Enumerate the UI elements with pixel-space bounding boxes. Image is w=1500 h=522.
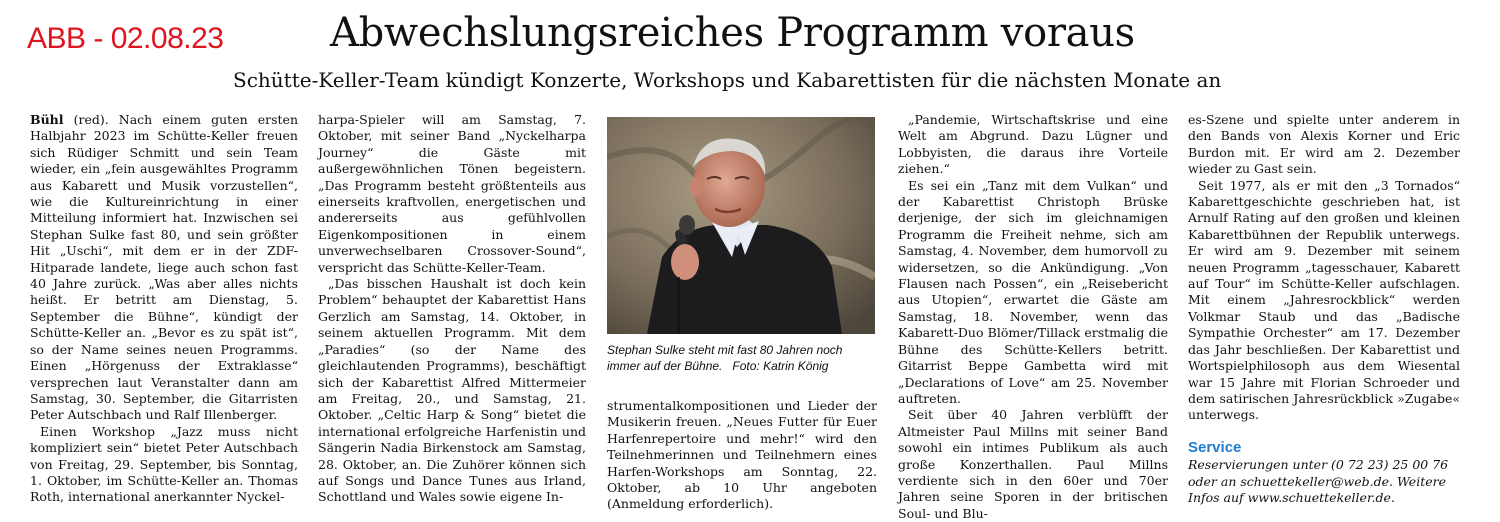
paragraph [30,112,298,424]
photo-stephan-sulke [607,117,875,334]
paragraph: Einen Workshop „Jazz muss nicht kompliziert sein“ bietet Peter Autschbach von Freitag, 29. September, bis Sonntag, 1. Oktober, im Schütte-Keller an. Thomas Roth, international anerkannter Nyckel- [30,423,298,505]
service-heading: Service [1188,438,1242,456]
article-column-3 [607,112,877,513]
subheadline: Schütte-Keller-Team kündigt Konzerte, Workshops und Kabarettisten für die nächsten Monate an [233,68,1222,92]
photo-caption [607,343,877,374]
service-info: Reservierungen unter (0 72 23) 25 00 76 oder an schuettekeller@web.de. Weitere Infos auf www.schuettekeller.de. [1188,457,1449,505]
paragraph: Seit 1977, als er mit den „3 Tornados“ Kabarettgeschichte geschrieben hat, ist Arnulf Rating auf den großen und kleinen Kabarettbühnen der Republik unterwegs. Er wird am 9. Dezember mit seinem neuen Programm „tagesschauer, Kabarett auf Tour“ im Schütte-Keller aufschlagen. Mit einem „Jahresrockblick“ werden Volkmar Staub und das „Badische Sympathie Orchester“ am 17. Dezember das Jahr beschließen. Der Kabarettist und Wortspielphilosoph aus dem Wiesental war 15 Jahre mit Florian Schroeder und dem satirischen Jahresrückblick »Zugabe« unterwegs. [1188,177,1460,423]
article-column-4 [898,112,1168,522]
photo-credit: Foto: Katrin König [732,358,829,373]
paragraph: Es sei ein „Tanz mit dem Vulkan“ und der Kabarettist Christoph Brüske derjenige, der sich im gleichnamigen Programm die Freiheit nehme, sich am Samstag, 4. November, dem humorvoll zu widersetzen, so die Ankündigung. „Von Flausen nach Possen“, ein „Reisebericht aus Utopien“, erwartet die Gäste am Samstag, 18. November, wenn das Kabarett-Duo Blömer/Tillack erstmalig die Bühne des Schütte-Kellers betritt. Gitarrist Beppe Gambetta wird mit „Declarations of Love“ am 25. November auftreten. [898,177,1168,406]
article-column-5 [1188,112,1460,506]
article-photo [607,117,875,334]
article-column-2 [318,112,586,506]
caption-text: Stephan Sulke steht mit fast 80 Jahren noch immer auf der Bühne. [607,343,843,373]
paragraph-text: (red). Nach einem guten ersten Halbjahr 2023 im Schütte-Keller freuen sich Rüdiger Schmitt und sein Team wieder, ein „fein ausgewähltes Programm aus Kabarett und Musik vorzustellen“, wie die Kultureinrichtung in einer Mitteilung informiert hat. Inzwischen sei Stephan Sulke fast 80, und sein größter Hit „Uschi“, mit dem er in der ZDF-Hitparade landete, liege auch schon fast 40 Jahre zurück. „Was aber alles nichts heißt. Er betritt am Dienstag, 5. September die Bühne“, kündigt der Schütte-Keller an. „Bevor es zu spät ist“, so der Name seines neuen Programms. Einen „Hörgenuss der Extraklasse“ versprechen laut Veranstalter dann am Samstag, 30. September, die Gitarristen Peter Autschbach und Ralf Illenberger. [30,112,298,423]
paragraph: es-Szene und spielte unter anderem in den Bands von Alexis Korner und Eric Burdon mit. Er wird am 2. Dezember wieder zu Gast sein. [1188,112,1460,177]
paragraph: „Pandemie, Wirtschaftskrise und eine Welt am Abgrund. Dazu Lügner und Lobbyisten, die daraus ihre Vorteile ziehen.“ [898,112,1168,177]
paragraph: „Das bisschen Haushalt ist doch kein Problem“ behauptet der Kabarettist Hans Gerzlich am Samstag, 14. Oktober, in seinem aktuellen Programm. Mit dem „Paradies“ (so der Name des gleichlautenden Programms), beschäftigt sich der Kabarettist Alfred Mittermeier am Freitag, 20., und Samstag, 21. Oktober. „Celtic Harp & Song“ bietet die international erfolgreiche Harfenistin und Sängerin Nadia Birkenstock am Samstag, 28. Oktober, an. Die Zuhörer können sich auf Songs und Dance Tunes aus Irland, Schottland und Wales sowie eigene In- [318,276,586,505]
paragraph: harpa-Spieler will am Samstag, 7. Oktober, mit seiner Band „Nyckelharpa Journey“ die Gäste mit außergewöhnlichen Tönen begeistern. „Das Programm besteht größtenteils aus einerseits kraftvollen, energetischen und andererseits aus gefühlvollen Eigenkompositionen in einem unverwechselbaren Crossover-Sound“, verspricht das Schütte-Keller-Team. [318,112,586,275]
article-column-1 [30,112,298,506]
clipping-date-tag: ABB - 02.08.23 [27,22,224,55]
paragraph: Seit über 40 Jahren verblüfft der Altmeister Paul Millns mit seiner Band sowohl ein intimes Publikum als auch große Konzerthallen. Paul Millns verdiente sich in den 60er und 70er Jahren seine Sporen in der britischen Soul- und Blu- [898,407,1168,521]
headline: Abwechslungsreiches Programm voraus [330,10,1135,56]
paragraph: strumentalkompositionen und Lieder der Musikerin freuen. „Neues Futter für Euer Harfenrepertoire und mehr!“ wird den Teilnehmerinnen und Teilnehmern eines Harfen-Workshops am Sonntag, 22. Oktober, ab 10 Uhr angeboten (Anmeldung erforderlich). [607,398,877,512]
dateline: Bühl [30,112,64,127]
